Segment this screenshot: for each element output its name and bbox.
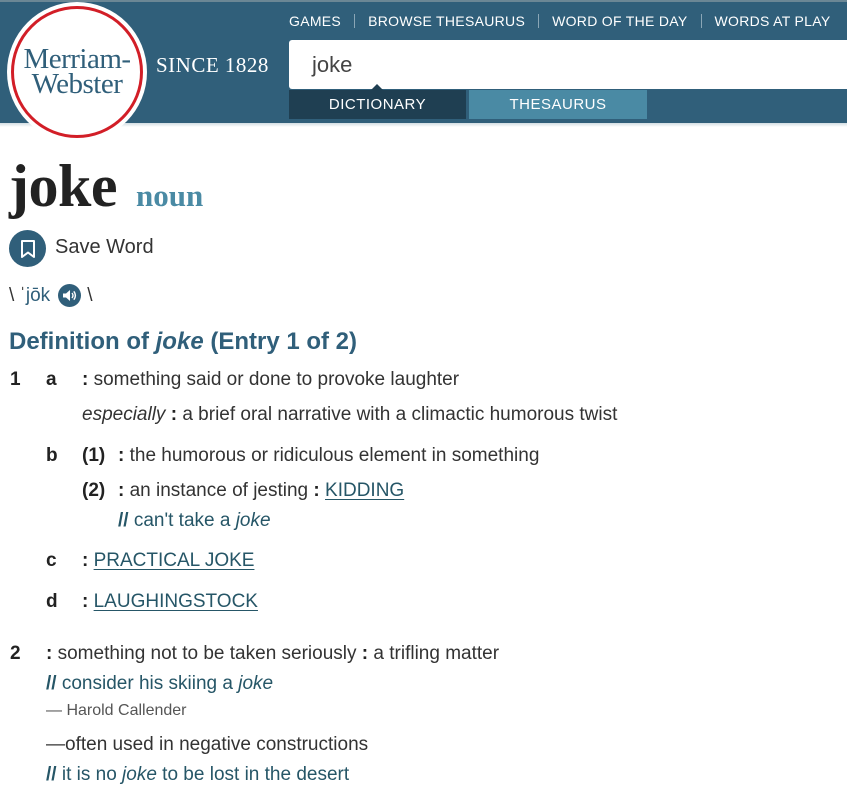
save-word-label[interactable]: Save Word: [55, 236, 154, 258]
example-marker: //: [46, 764, 57, 785]
sense-b2-number: (2): [82, 480, 106, 501]
sense-1b2-text: [118, 480, 404, 502]
search-value: joke: [312, 51, 353, 77]
def-colon: :: [361, 643, 369, 664]
part-of-speech: noun: [136, 178, 204, 213]
def-colon: :: [82, 591, 89, 612]
example-1b2-text: can't take a: [133, 510, 236, 531]
def-colon: :: [82, 369, 89, 390]
pron-close: \: [87, 284, 93, 306]
headword: joke: [9, 153, 117, 219]
example-1b2-word: joke: [235, 510, 271, 531]
sense-1a-text: [82, 369, 459, 391]
sense-number-2: 2: [10, 643, 21, 664]
sense-1a-def: something said or done to provoke laughter: [93, 369, 460, 390]
logo-text-merriam: Merriam-: [23, 43, 131, 75]
nav-games[interactable]: GAMES: [289, 13, 342, 29]
sense-letter-b: b: [46, 445, 58, 466]
example-3-text: it is no: [61, 764, 123, 785]
sense-1a-especially: [82, 404, 617, 426]
tab-thesaurus[interactable]: THESAURUS: [469, 90, 647, 119]
example-3: [46, 764, 349, 786]
example-2: [46, 673, 273, 695]
pronunciation: [9, 284, 92, 307]
pron-text: jōk: [25, 284, 51, 306]
kidding-link[interactable]: KIDDING: [325, 480, 405, 501]
def-colon: :: [46, 643, 53, 664]
save-word-button[interactable]: [9, 230, 46, 267]
play-audio-icon[interactable]: [58, 284, 81, 307]
header-shadow: [0, 123, 847, 127]
definition-heading: [9, 328, 357, 356]
sense-2-def2: a trifling matter: [373, 643, 500, 664]
sense-2-def: something not to be taken seriously: [57, 643, 357, 664]
def-colon: :: [170, 404, 178, 425]
sense-1b1-def: the humorous or ridiculous element in something: [129, 445, 540, 466]
sense-1a-def2: a brief oral narrative with a climactic humorous twist: [182, 404, 618, 425]
heading-prefix: Definition of: [9, 328, 156, 355]
def-colon: :: [118, 445, 125, 466]
logo-text-webster: Webster: [31, 68, 123, 100]
example-3-word: joke: [122, 764, 157, 785]
especially-label: especially: [82, 404, 166, 425]
practical-joke-link[interactable]: PRACTICAL JOKE: [93, 550, 255, 571]
sense-letter-c: c: [46, 550, 57, 571]
sense-1b2-def: an instance of jesting: [129, 480, 309, 501]
search-input[interactable]: [289, 40, 847, 89]
nav-browse-thesaurus[interactable]: BROWSE THESAURUS: [368, 13, 526, 29]
sense-1b1-text: [118, 445, 539, 467]
example-marker: //: [118, 510, 129, 531]
def-colon: :: [313, 480, 320, 501]
sense-letter-d: d: [46, 591, 58, 612]
example-2-word: joke: [238, 673, 274, 694]
merriam-webster-logo[interactable]: [11, 6, 143, 138]
example-3-text-end: to be lost in the desert: [156, 764, 350, 785]
laughingstock-link[interactable]: LAUGHINGSTOCK: [93, 591, 258, 612]
heading-suffix: (Entry 1 of 2): [203, 328, 358, 355]
sense-2-text: [46, 643, 499, 665]
def-colon: :: [82, 550, 89, 571]
sense-b1-number: (1): [82, 445, 106, 466]
tab-dictionary[interactable]: DICTIONARY: [289, 90, 466, 119]
nav-words-at-play[interactable]: WORDS AT PLAY: [714, 13, 831, 29]
pron-open: \ ˈ: [9, 284, 26, 306]
heading-word: joke: [155, 328, 204, 355]
example-2-text: consider his skiing a: [61, 673, 239, 694]
example-attribution: — Harold Callender: [46, 702, 187, 719]
bookmark-icon: [20, 240, 36, 258]
sense-1d-text: [82, 591, 258, 613]
usage-note: —often used in negative constructions: [46, 734, 369, 755]
sense-1c-text: [82, 550, 254, 572]
sense-number-1: 1: [10, 369, 21, 390]
since-tagline: SINCE 1828: [156, 53, 269, 77]
sense-letter-a: a: [46, 369, 57, 390]
example-1b2: [118, 510, 271, 532]
top-nav: [276, 13, 843, 29]
def-colon: :: [118, 480, 125, 501]
example-marker: //: [46, 673, 57, 694]
nav-word-of-the-day[interactable]: WORD OF THE DAY: [552, 13, 688, 29]
